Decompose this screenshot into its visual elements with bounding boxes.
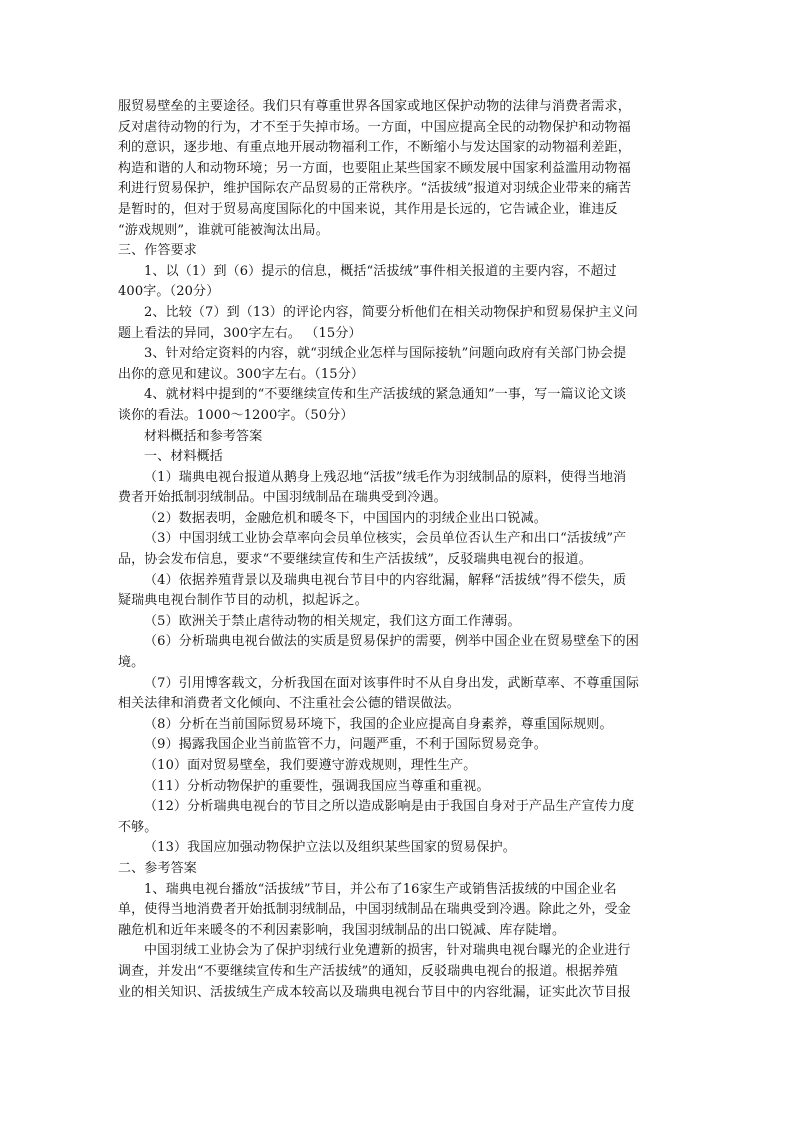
- text-line: 2、比较（7）到（13）的评论内容，简要分析他们在相关动物保护和贸易保护主义问: [144, 304, 638, 320]
- text-line: （5）欧洲关于禁止虐待动物的相关规定，我们这方面工作薄弱。: [144, 613, 521, 629]
- text-line: 材料概括和参考答案: [144, 428, 263, 444]
- text-line: 调查，并发出“不要继续宣传和生产活拔绒”的通知，反驳瑞典电视台的报道。根据养殖: [118, 963, 619, 979]
- text-line: 1、以（1）到（6）提示的信息，概括“活拔绒”事件相关报道的主要内容，不超过: [144, 263, 617, 279]
- text-line: 构造和谐的人和动物环境；另一方面，也要阻止某些国家不顾发展中国家利益滥用动物福: [118, 160, 631, 176]
- text-line: 融危机和近年来暖冬的不利因素影响，我国羽绒制品的出口锐减、库存陡增。: [118, 922, 566, 938]
- text-line: 不够。: [118, 819, 158, 835]
- text-line: 是暂时的，但对于贸易高度国际化的中国来说，其作用是长远的，它告诫企业，谁违反: [118, 201, 618, 217]
- text-line: 三、作答要求: [118, 243, 197, 259]
- text-line: （13）我国应加强动物保护立法以及组织某些国家的贸易保护。: [144, 840, 516, 856]
- text-line: 业的相关知识、活拔绒生产成本较高以及瑞典电视台节目中的内容纰漏，证实此次节目报: [118, 984, 631, 1000]
- text-line: （10）面对贸易壁垒，我们要遵守游戏规则，理性生产。: [144, 758, 477, 773]
- text-line: 3、针对给定资料的内容，就“羽绒企业怎样与国际接轨”问题向政府有关部门协会提: [144, 346, 627, 362]
- text-line: （11）分析动物保护的重要性，强调我国应当尊重和重视。: [144, 778, 490, 794]
- text-line: 利的意识，逐步地、有重点地开展动物福利工作，不断缩小与发达国家的动物福利差距，: [118, 140, 631, 156]
- text-line: 疑瑞典电视台制作节目的动机，拟起诉之。: [118, 593, 368, 609]
- text-line: 出你的意见和建议。300字左右。（15分）: [118, 366, 365, 382]
- text-line: 境。: [118, 655, 145, 671]
- text-line: （7）引用博客载文，分析我国在面对该事件时不从自身出发，武断草率、不尊重国际: [144, 675, 639, 691]
- text-line: （12）分析瑞典电视台的节目之所以造成影响是由于我国自身对于产品生产宣传力度: [144, 799, 635, 815]
- text-line: 品，协会发布信息，要求“不要继续宣传和生产活拔绒”，反驳瑞典电视台的报道。: [118, 552, 592, 568]
- text-line: 相关法律和消费者文化倾向、不注重社会公德的错误做法。: [118, 696, 460, 712]
- text-line: 利进行贸易保护，维护国际农产品贸易的正常秩序。“活拔绒”报道对羽绒企业带来的痛苦: [118, 181, 632, 197]
- text-line: 单，使得当地消费者开始抵制羽绒制品，中国羽绒制品在瑞典受到冷遇。除此之外，受金: [118, 902, 631, 918]
- text-line: 中国羽绒工业协会为了保护羽绒行业免遭新的损害，针对瑞典电视台曝光的企业进行: [144, 943, 631, 959]
- text-line: 二、参考答案: [118, 860, 197, 876]
- text-line: （2）数据表明，金融危机和暖冬下，中国国内的羽绒企业出口锐减。: [144, 510, 547, 526]
- text-line: 服贸易壁垒的主要途径。我们只有尊重世界各国家或地区保护动物的法律与消费者需求，: [118, 99, 631, 114]
- text-line: （6）分析瑞典电视台做法的实质是贸易保护的需要，例举中国企业在贸易壁垒下的困: [144, 634, 639, 650]
- text-line: 1、瑞典电视台播放“活拔绒”节目，并公布了16家生产或销售活拔绒的中国企业名: [144, 881, 617, 897]
- text-line: 反对虐待动物的行为，才不至于失掉市场。一方面，中国应提高全民的动物保护和动物福: [118, 119, 631, 135]
- text-line: 4、就材料中提到的“不要继续宣传和生产活拔绒的紧急通知”一事，写一篇议论文谈: [144, 387, 627, 403]
- text-line: 题上看法的异同，300字左右。 （15分）: [118, 325, 362, 341]
- text-line: （1）瑞典电视台报道从鹅身上残忍地“活拔”绒毛作为羽绒制品的原料，使得当地消: [144, 469, 627, 485]
- text-line: （3）中国羽绒工业协会草率向会员单位核实，会员单位否认生产和出口“活拔绒”产: [144, 531, 627, 547]
- text-line: （8）分析在当前国际贸易环境下，我国的企业应提高自身素养，尊重国际规则。: [144, 716, 613, 732]
- text-line: 400字。（20分）: [118, 284, 220, 300]
- text-line: “游戏规则”，谁就可能被淘汰出局。: [118, 222, 329, 238]
- text-line: （9）揭露我国企业当前监管不力，问题严重，不利于国际贸易竞争。: [144, 737, 547, 753]
- text-line: 费者开始抵制羽绒制品。中国羽绒制品在瑞典受到冷遇。: [118, 490, 447, 506]
- text-line: 谈你的看法。1000～1200字。（50分）: [118, 407, 354, 423]
- text-line: （4）依据养殖背景以及瑞典电视台节目中的内容纰漏，解释“活拔绒”得不偿失，质: [144, 572, 627, 588]
- text-line: 一、材料概括: [144, 449, 223, 465]
